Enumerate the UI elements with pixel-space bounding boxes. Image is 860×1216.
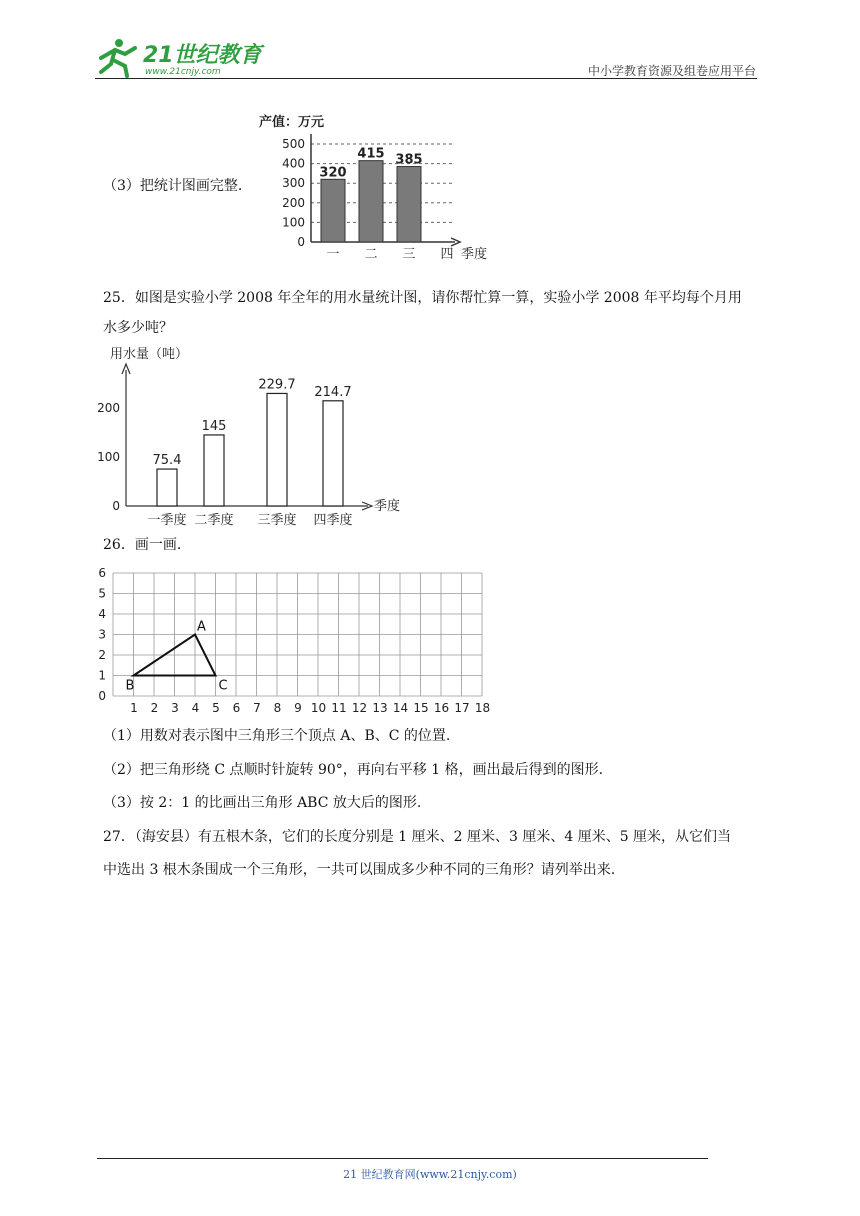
chart2-category-label: 四季度 <box>313 513 353 528</box>
chart2-value-label: 214.7 <box>314 384 352 400</box>
chart1-bar <box>359 161 383 242</box>
chart1-category-label: 一 <box>326 247 340 262</box>
grid-x-tick-label: 15 <box>413 701 429 715</box>
water-usage-bar-chart <box>97 340 420 532</box>
chart1-value-label: 320 <box>319 165 347 181</box>
platform-name: 中小学教育资源及组卷应用平台 <box>587 64 756 78</box>
chart2-tick-label: 200 <box>97 401 120 415</box>
grid-x-tick-label: 6 <box>232 701 241 715</box>
grid-x-tick-label: 3 <box>171 701 179 715</box>
grid-x-tick-label: 10 <box>310 701 327 715</box>
chart2-category-label: 一季度 <box>147 513 187 528</box>
chart2-bar <box>267 393 287 506</box>
chart1-tick-label: 300 <box>282 176 305 191</box>
chart1-category-label: 二 <box>364 247 378 262</box>
grid-x-tick-label: 13 <box>372 701 388 715</box>
grid-y-tick-label: 2 <box>98 648 106 662</box>
grid-x-tick-label: 5 <box>212 701 220 715</box>
q26-title: 26．画一画. <box>103 537 182 553</box>
chart1-bar <box>397 167 421 242</box>
chart2-tick-label: 100 <box>97 450 120 464</box>
chart1-ylabel: 产值：万元 <box>259 115 325 130</box>
grid-x-tick-label: 8 <box>273 701 282 715</box>
chart1-category-label: 三 <box>402 247 416 262</box>
q27-text-line2: 中选出 3 根木条围成一个三角形，一共可以围成多少种不同的三角形？请列举出来. <box>103 862 616 878</box>
chart2-bar <box>323 401 343 506</box>
vertex-label-b: B <box>125 678 135 694</box>
logo-text: 21世纪教育 <box>143 43 262 68</box>
chart1-value-label: 385 <box>395 152 423 168</box>
grid-x-tick-label: 18 <box>474 701 491 715</box>
chart1-tick-label: 100 <box>282 215 305 230</box>
grid-x-tick-label: 7 <box>253 701 261 715</box>
grid-x-tick-label: 14 <box>392 701 409 715</box>
site-logo <box>95 36 265 78</box>
grid-x-tick-label: 9 <box>294 701 302 715</box>
q27-text-line1: 27．（海安县）有五根木条，它们的长度分别是 1 厘米、2 厘米、3 厘米、4 厘米、5 厘米，从它们当 <box>103 829 732 845</box>
q25-text-line1: 25．如图是实验小学 2008 年全年的用水量统计图，请你帮忙算一算，实验小学 2008 年平均每个月用 <box>103 290 742 306</box>
grid-x-tick-label: 12 <box>351 701 368 715</box>
chart1-tick-label: 400 <box>282 156 305 171</box>
runner-logo-icon <box>101 39 135 76</box>
grid-y-tick-label: 6 <box>98 566 106 580</box>
q26-part3: （3）按 2：1 的比画出三角形 ABC 放大后的图形. <box>103 795 422 811</box>
chart1-tick-label: 500 <box>282 137 305 151</box>
chart1-tick-label: 200 <box>282 195 305 210</box>
grid-y-tick-label: 1 <box>98 668 106 683</box>
chart2-ylabel: 用水量（吨） <box>110 347 189 362</box>
grid-x-tick-label: 1 <box>130 701 138 715</box>
grid-x-tick-label: 17 <box>454 701 470 715</box>
vertex-label-c: C <box>218 678 228 694</box>
grid-y-tick-label: 4 <box>98 607 106 621</box>
header-divider <box>95 78 757 79</box>
coordinate-grid <box>96 560 496 718</box>
grid-x-tick-label: 4 <box>191 701 200 715</box>
grid-y-tick-label: 5 <box>98 586 106 601</box>
chart1-tick-label: 0 <box>297 235 305 249</box>
chart2-category-label: 三季度 <box>257 513 297 528</box>
q26-part2: （2）把三角形绕 C 点顺时针旋转 90°，再向右平移 1 格，画出最后得到的图形. <box>103 762 604 778</box>
chart2-value-label: 75.4 <box>152 453 182 469</box>
chart1-value-label: 415 <box>357 146 385 162</box>
grid-y-tick-label: 0 <box>98 689 106 703</box>
logo-url-text: www.21cnjy.com <box>145 67 221 77</box>
chart2-bar <box>204 435 224 506</box>
chart1-category-label: 四 <box>440 247 454 262</box>
grid-y-tick-label: 3 <box>98 627 106 642</box>
q26-part1: （1）用数对表示图中三角形三个顶点 A、B、C 的位置. <box>103 728 451 744</box>
grid-x-tick-label: 16 <box>433 701 450 715</box>
chart2-bar <box>157 469 177 506</box>
grid-x-tick-label: 2 <box>150 701 159 715</box>
chart2-value-label: 229.7 <box>258 377 296 393</box>
vertex-label-a: A <box>197 619 206 635</box>
production-bar-chart <box>255 104 505 270</box>
chart2-value-label: 145 <box>201 418 227 434</box>
chart2-category-label: 二季度 <box>194 513 234 528</box>
chart2-xlabel: 季度 <box>374 499 401 514</box>
q25-text-line2: 水多少吨？ <box>103 320 173 336</box>
chart1-bar <box>321 179 345 242</box>
q24-part3-text: （3）把统计图画完整. <box>103 178 243 194</box>
footer-divider <box>97 1158 708 1159</box>
chart2-tick-label: 0 <box>112 499 120 513</box>
chart1-xlabel: 季度 <box>461 247 488 262</box>
grid-x-tick-label: 11 <box>331 701 347 715</box>
footer-site-link[interactable]: 21 世纪教育网(www.21cnjy.com) <box>343 1168 517 1181</box>
